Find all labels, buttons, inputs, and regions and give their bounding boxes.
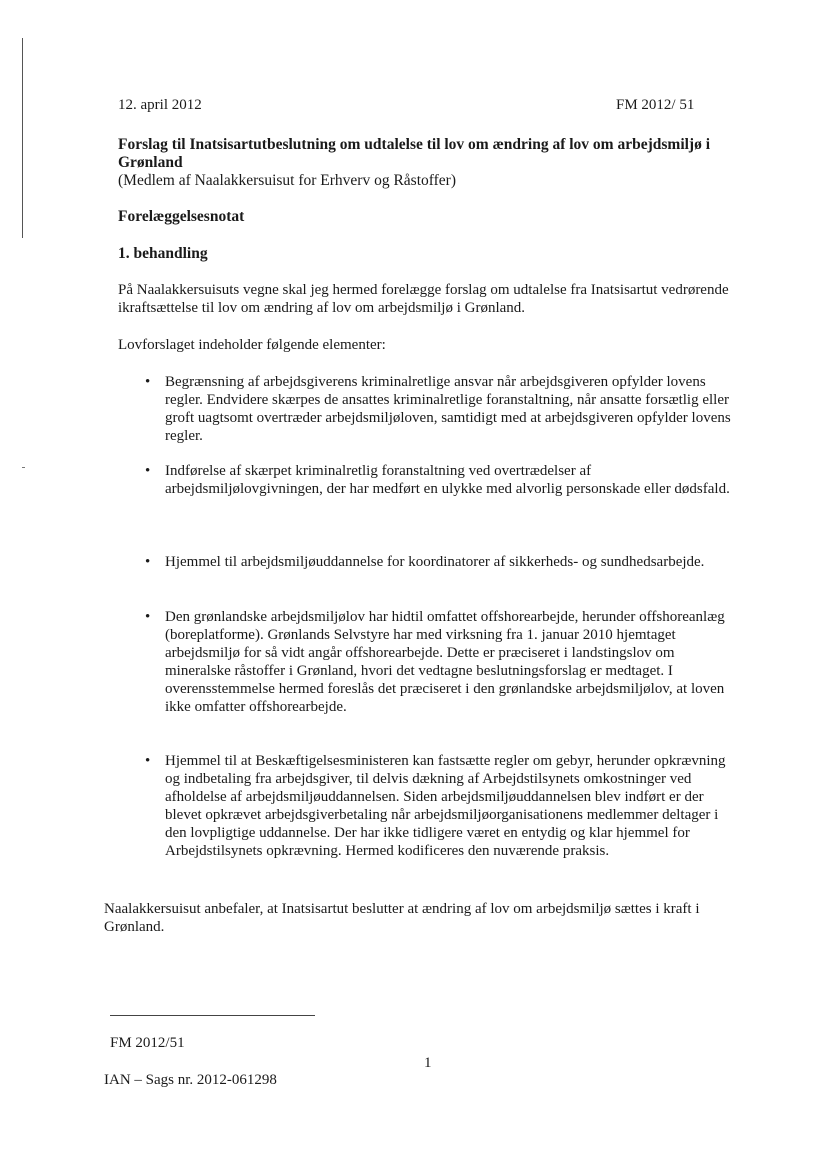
case-number: IAN – Sags nr. 2012-061298: [104, 1072, 277, 1088]
bullet-icon: •: [145, 609, 151, 625]
footer-divider: [110, 1015, 315, 1016]
closing-paragraph: Naalakkersuisut anbefaler, at Inatsisartut beslutter at ændring af lov om arbejdsmiljø sættes i kraft i Grønland.: [104, 901, 700, 935]
scan-margin-mark: [22, 467, 25, 468]
intro-paragraph: På Naalakkersuisuts vegne skal jeg hermed forelægge forslag om udtalelse fra Inatsisartut vedrørende ikraftsættelse til lov om ændring af lov om arbejdsmiljø i Grønland.: [118, 282, 729, 316]
bullet-icon: •: [145, 374, 151, 390]
elements-lead: Lovforslaget indeholder følgende elementer:: [118, 337, 386, 353]
document-title: Forslag til Inatsisartutbeslutning om udtalelse til lov om ændring af lov om arbejdsmiljø i Grønland: [118, 136, 711, 171]
list-item-text: Begrænsning af arbejdsgiverens kriminalretlige ansvar når arbejdsgiveren opfylder lovens regler. Endvidere skærpes de ansattes kriminalretlige foranstaltning, når ansatte forsætlig eller groft uagtsomt overtræder arbejdsmiljøloven, samtidigt med at arbejdsgiveren opfylder lovens regler.: [165, 374, 731, 444]
section-heading-first-reading: 1. behandling: [118, 245, 208, 262]
section-heading-note: Forelæggelsesnotat: [118, 208, 245, 225]
bullet-icon: •: [145, 554, 151, 570]
bullet-icon: •: [145, 753, 151, 769]
list-item-text: Den grønlandske arbejdsmiljølov har hidtil omfattet offshorearbejde, herunder offshoreanlæg (boreplatforme). Grønlands Selvstyre har med virksning fra 1. januar 2010 hjemtaget arbejdsmiljø for så vidt angår offshorearbejde. Dette er præciseret i landstingslov om mineralske råstoffer i Grønland, hvori det vedtagne beslutningsforslag er medtaget. I overensstemmelse hermed foreslås det præciseret i den grønlandske arbejdsmiljølov, at loven ikke omfatter offshorearbejde.: [165, 609, 725, 715]
scan-margin-line: [22, 38, 23, 238]
page-number: 1: [424, 1055, 432, 1071]
document-reference: FM 2012/ 51: [616, 97, 695, 113]
list-item-text: Indførelse af skærpet kriminalretlig foranstaltning ved overtrædelser af arbejdsmiljølovgivningen, der har medført en ulykke med alvorlig personskade eller dødsfald.: [165, 463, 730, 497]
document-subtitle: (Medlem af Naalakkersuisut for Erhverv og Råstoffer): [118, 172, 457, 189]
document-date: 12. april 2012: [118, 97, 202, 113]
title-block: [118, 136, 728, 190]
list-item-text: Hjemmel til at Beskæftigelsesministeren kan fastsætte regler om gebyr, herunder opkrævning og indbetaling fra arbejdsgiver, til delvis dækning af Arbejdstilsynets omkostninger ved afholdelse af arbejdsmiljøuddannelsen. Siden arbejdsmiljøuddannelsen blev indført er der blevet opkrævet arbejdsgiverbetaling når arbejdsmiljøorganisationens medlemmer deltager i den lovpligtige uddannelse. Der har ikke tidligere været en entydig og klar hjemmel for Arbejdstilsynets opkrævning. Hermed kodificeres den nuværende praksis.: [165, 753, 726, 859]
list-item-text: Hjemmel til arbejdsmiljøuddannelse for koordinatorer af sikkerheds- og sundhedsarbejde.: [165, 554, 705, 570]
footer-reference: FM 2012/51: [110, 1035, 185, 1051]
bullet-icon: •: [145, 463, 151, 479]
